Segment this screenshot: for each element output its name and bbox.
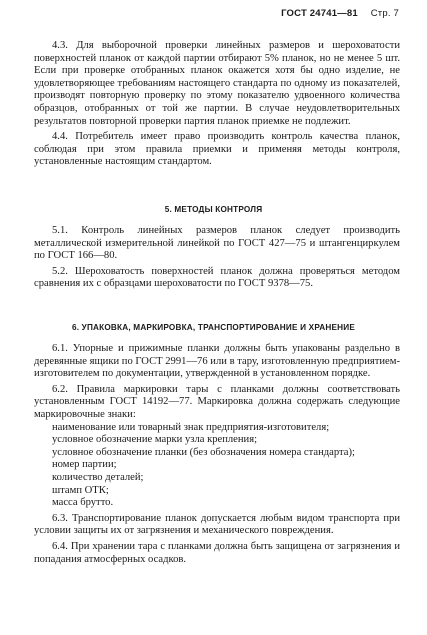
paragraph-4-4: 4.4. Потребитель имеет право производить контроль качества планок, соблюдая при этом правила приемки и применяя методы контроля, установленные настоящим стандартом. bbox=[34, 131, 400, 168]
marking-item: штамп ОТК; bbox=[52, 484, 109, 496]
marking-list bbox=[34, 422, 400, 510]
section-6-body bbox=[34, 343, 400, 569]
section-4-continuation bbox=[34, 40, 400, 172]
document-code: ГОСТ 24741—81 bbox=[281, 8, 358, 19]
paragraph-5-1: 5.1. Контроль линейных размеров планок следует производить металлической измерительной линейкой по ГОСТ 427—75 и штангенциркулем по ГОСТ 166—80. bbox=[34, 225, 400, 262]
marking-item: масса брутто. bbox=[52, 497, 114, 509]
marking-item: наименование или товарный знак предприятия-изготовителя; bbox=[52, 421, 330, 433]
marking-item: условное обозначение марки узла крепления; bbox=[52, 434, 258, 446]
paragraph-6-4: 6.4. При хранении тара с планками должна быть защищена от загрязнения и попадания атмосферных осадков. bbox=[34, 540, 400, 565]
section-5-title: 5. МЕТОДЫ КОНТРОЛЯ bbox=[164, 205, 263, 214]
marking-item: условное обозначение планки (без обозначения номера стандарта); bbox=[52, 446, 355, 458]
page-number: Стр. 7 bbox=[370, 8, 399, 19]
paragraph-6-1: 6.1. Упорные и прижимные планки должны быть упакованы раздельно в деревянные ящики по ГОСТ 2991—76 или в тару, изготовленную предприятием-изготовителем по документации, утвержденной в установленном порядке. bbox=[34, 343, 400, 380]
section-5-body bbox=[34, 225, 400, 294]
paragraph-4-3: 4.3. Для выборочной проверки линейных размеров и шероховатости поверхностей планок от каждой партии отбирают 5% планок, но не менее 5 шт. Если при проверке отобранных планок окажется хотя бы одно изделие, не удовлетворяющее требованиям настоящего стандарта по одному из показателей, производят повторную проверку по этому показателю удвоенного количества образцов, отобранных от той же партии. В случае неудовлетворительных результатов повторной проверки партия планок приемке не подлежит. bbox=[34, 40, 400, 127]
paragraph-6-2-intro: 6.2. Правила маркировки тары с планками должны соответствовать установленным ГОСТ 14192—77. Маркировка должна содержать следующие маркировочные знаки: bbox=[34, 383, 400, 420]
page-header bbox=[281, 8, 399, 19]
paragraph-6-3: 6.3. Транспортирование планок допускается любым видом транспорта при условии защиты их от загрязнения и механического повреждения. bbox=[34, 512, 400, 537]
paragraph-5-2: 5.2. Шероховатость поверхностей планок должна проверяться методом сравнения их с образцами шероховатости по ГОСТ 9378—75. bbox=[34, 265, 400, 290]
section-6-title: 6. УПАКОВКА, МАРКИРОВКА, ТРАНСПОРТИРОВАНИЕ И ХРАНЕНИЕ bbox=[71, 323, 356, 332]
marking-item: номер партии; bbox=[52, 459, 117, 471]
marking-item: количество деталей; bbox=[52, 471, 144, 483]
